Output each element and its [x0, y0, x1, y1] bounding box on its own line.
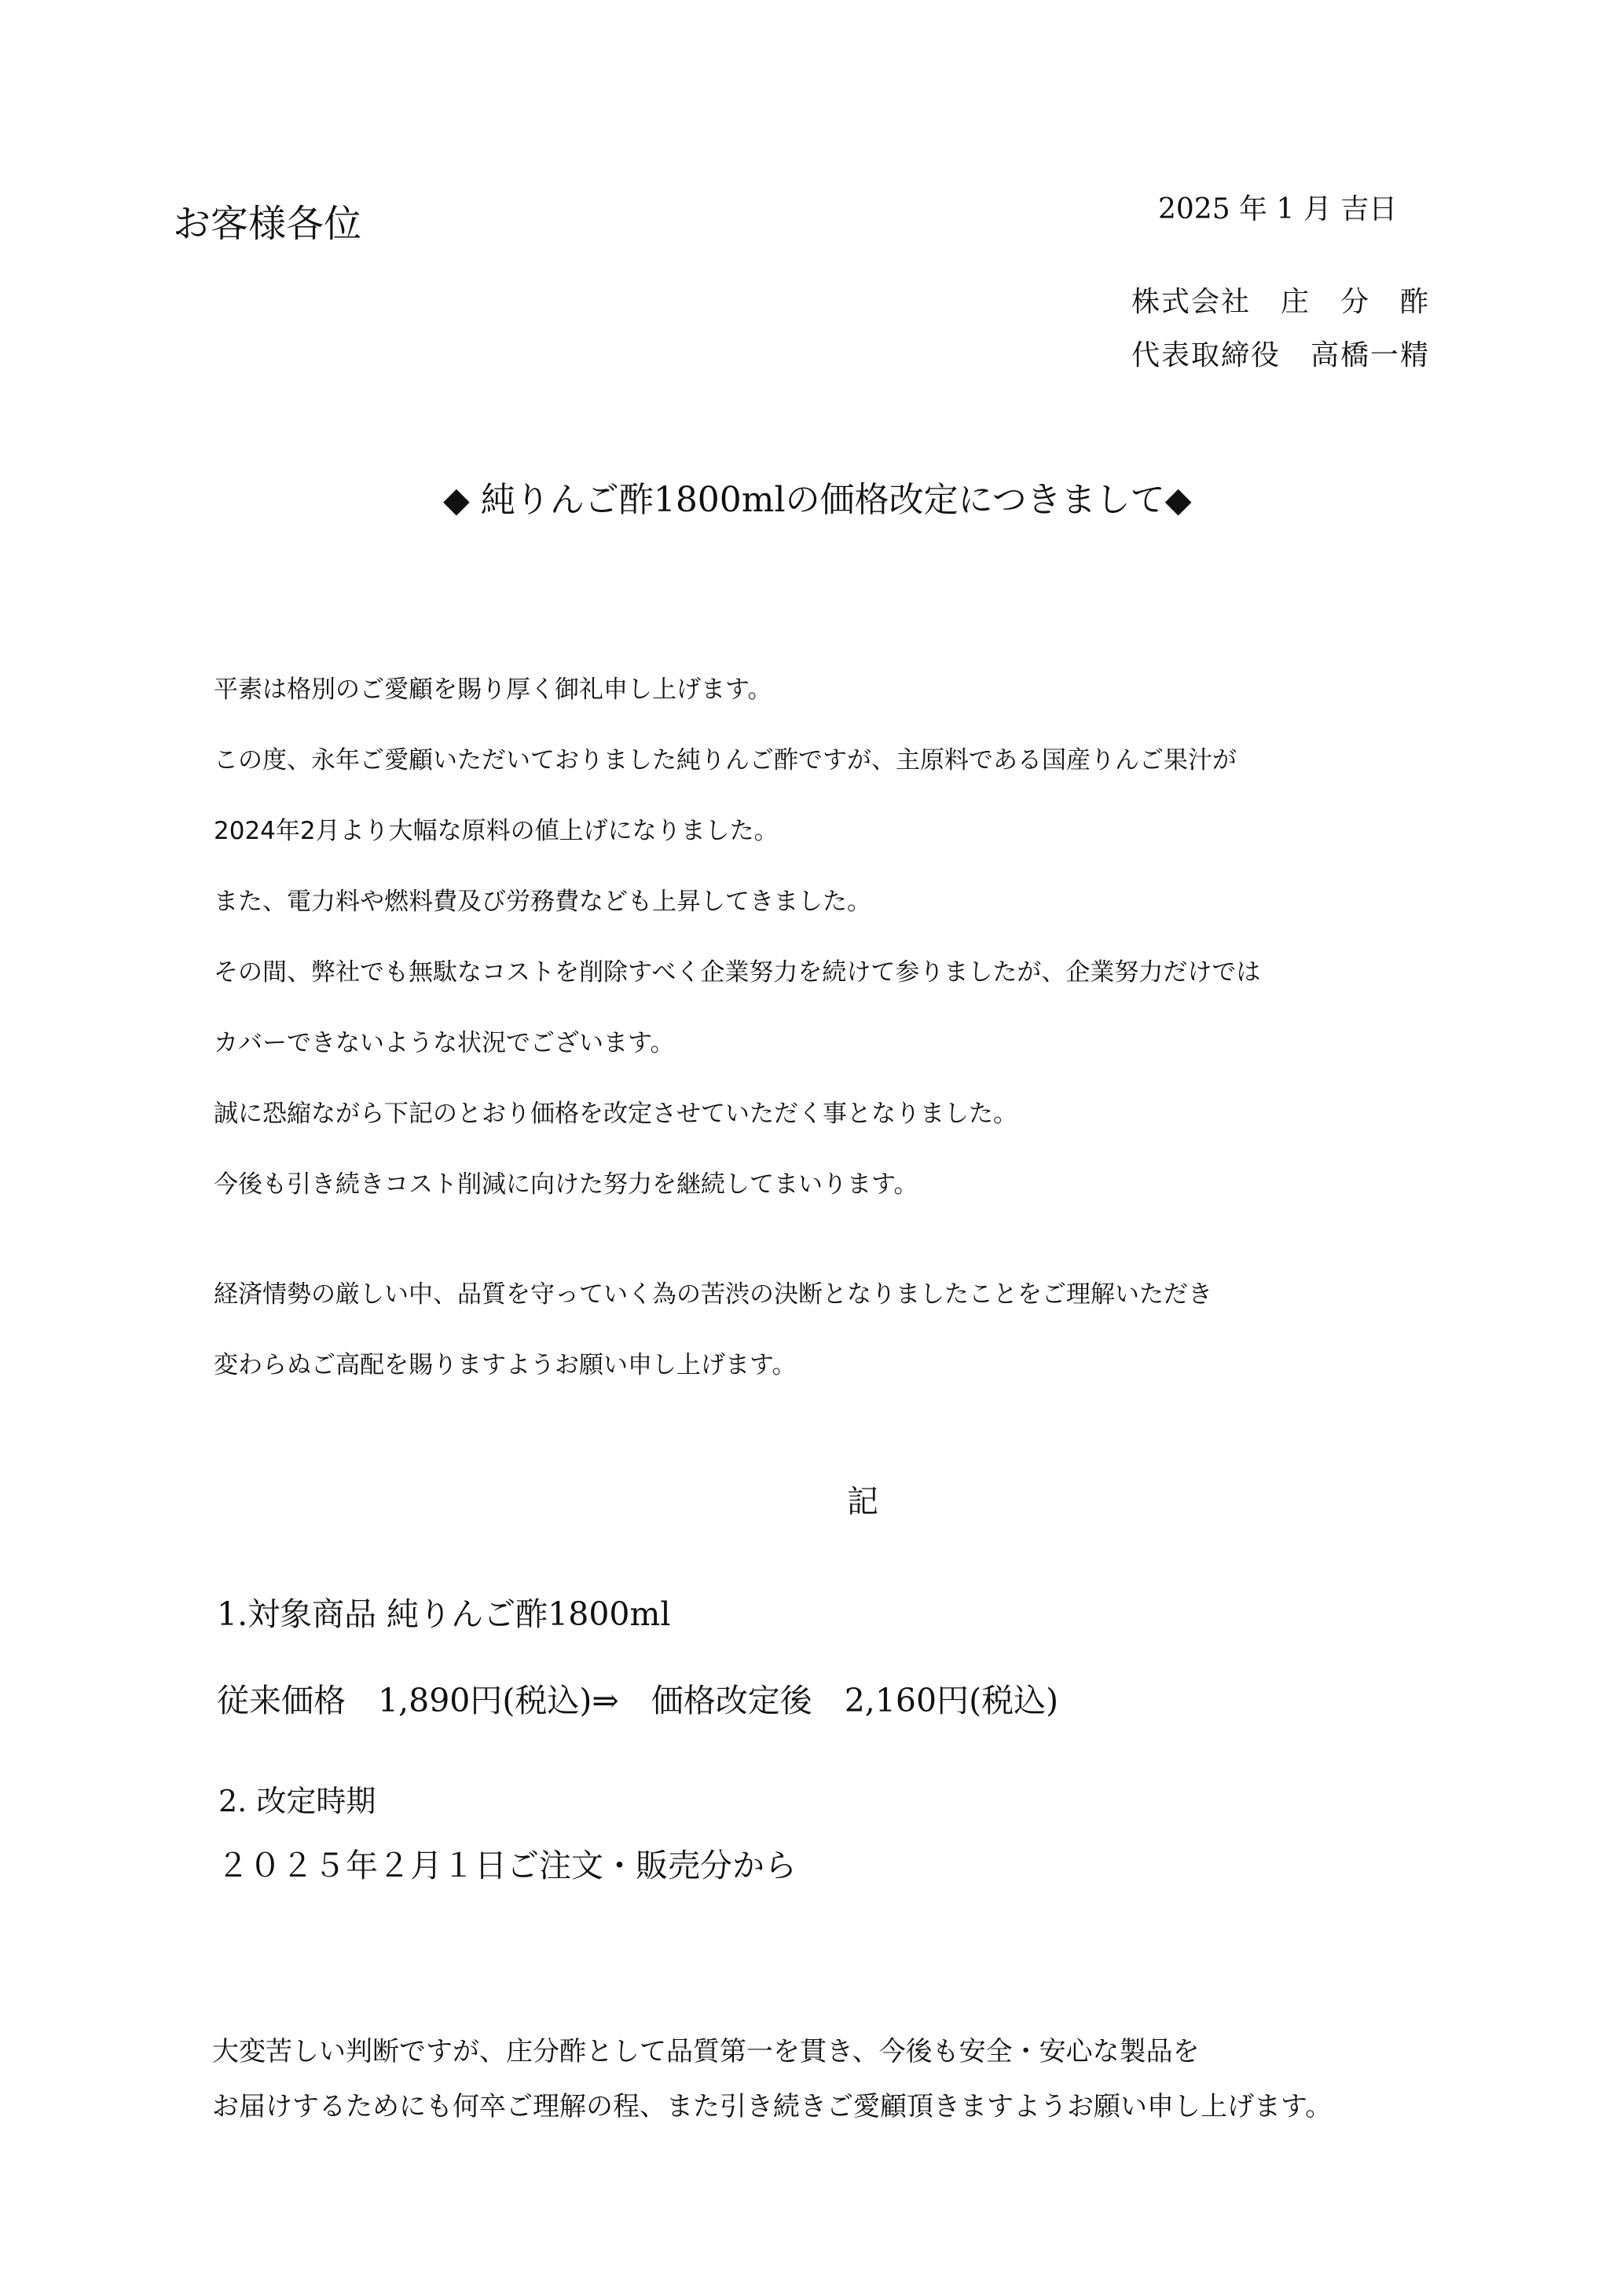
representative: 代表取締役 高橋一精 [1131, 339, 1431, 372]
body-line: カバーできないような状況でございます。 [214, 1029, 675, 1057]
body-line: 今後も引き続きコスト削減に向けた努力を継続してまいります。 [214, 1170, 918, 1199]
body-line: その間、弊社でも無駄なコストを削除すべく企業努力を続けて参りましたが、企業努力だけでは [214, 958, 1261, 987]
closing-line: 大変苦しい判断ですが、庄分酢として品質第一を貫き、今後も安全・安心な製品を [212, 2036, 1200, 2067]
revision-date: ２０２５年２月１日ご注文・販売分から [217, 1847, 797, 1884]
recipient: お客様各位 [173, 202, 362, 246]
body-line: 2024年2月より大幅な原料の値上げになりました。 [214, 817, 779, 845]
company-name: 株式会社 庄 分 酢 [1131, 286, 1431, 318]
body-line: また、電力料や燃料費及び労務費なども上昇してきました。 [214, 888, 871, 916]
ki-heading: 記 [847, 1484, 878, 1520]
target-product: 1.対象商品 純りんご酢1800ml [217, 1595, 671, 1633]
revision-period-heading: 2. 改定時期 [218, 1784, 376, 1818]
closing-line: お届けするためにも何卒ご理解の程、また引き続きご愛顧頂きますようお願い申し上げます。 [212, 2091, 1333, 2122]
body-line: 平素は格別のご愛顧を賜り厚く御礼申し上げます。 [214, 676, 772, 704]
date: 2025 年 1 月 吉日 [1158, 193, 1398, 225]
price-change: 従来価格 1,890円(税込)⇒ 価格改定後 2,160円(税込) [217, 1682, 1059, 1719]
body-line: 誠に恐縮ながら下記のとおり価格を改定させていただく事となりました。 [214, 1100, 1017, 1128]
document-title: ◆ 純りんご酢1800mlの価格改定につきまして◆ [443, 480, 1192, 520]
body-line: 経済情勢の厳しい中、品質を守っていく為の苦渋の決断となりましたことをご理解いただき [214, 1280, 1212, 1309]
body-line: この度、永年ご愛顧いただいておりました純りんご酢ですが、主原料である国産りんご果汁が [214, 746, 1237, 774]
body-line: 変わらぬご高配を賜りますようお願い申し上げます。 [214, 1351, 797, 1379]
